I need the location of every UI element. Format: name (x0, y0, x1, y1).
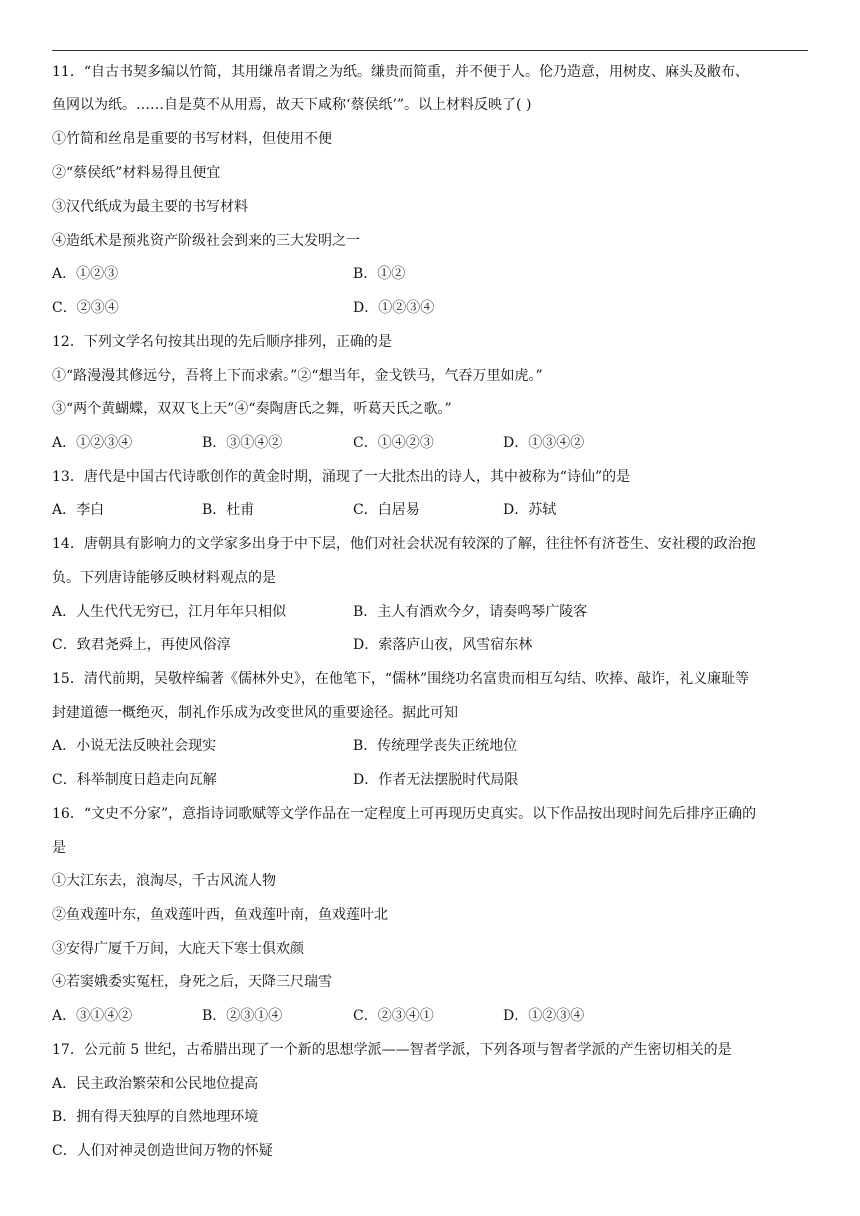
q11-option-d: D．①②③④ (353, 300, 435, 316)
q13-option-b: B．杜甫 (202, 502, 255, 518)
q14-option-d: D．索落庐山夜，风雪宿东林 (353, 637, 533, 653)
q16-option-c: C．②③④① (353, 1008, 434, 1024)
q13-option-d: D．苏轼 (503, 502, 557, 518)
q12-option-a: A．①②③④ (52, 435, 133, 451)
q16-statement-2: ②鱼戏莲叶东，鱼戏莲叶西，鱼戏莲叶南，鱼戏莲叶北 (52, 907, 388, 923)
header-rule (52, 50, 808, 51)
q16-option-a: A．③①④② (52, 1008, 133, 1024)
q15-option-c: C．科举制度日趋走向瓦解 (52, 772, 217, 788)
q17-option-a: A．民主政治繁荣和公民地位提高 (52, 1076, 259, 1092)
q16-statement-4: ④若窦娥委实冤枉，身死之后，天降三尺瑞雪 (52, 974, 332, 990)
q11-option-b: B．①② (353, 266, 406, 282)
q15-stem-line-2: 封建道德一概绝灭，制礼作乐成为改变世风的重要途径。据此可知 (52, 705, 458, 721)
q14-stem-line-2: 负。下列唐诗能够反映材料观点的是 (52, 570, 276, 586)
q11-statement-1: ①竹简和丝帛是重要的书写材料，但使用不便 (52, 131, 332, 147)
q16-stem-line-2: 是 (52, 840, 66, 856)
q12-statement-2: ③“两个黄蝴蝶，双双飞上天”④“奏陶唐氏之舞，听葛天氏之歌。” (52, 401, 452, 417)
q16-option-b: B．②③①④ (202, 1008, 283, 1024)
q15-stem-line-1: 15．清代前期，吴敬梓编著《儒林外史》，在他笔下，“儒林”围绕功名富贵而相互勾结、吹捧、敲诈，礼义廉耻等 (52, 671, 750, 687)
q14-option-b: B．主人有酒欢今夕，请奏鸣琴广陵客 (353, 604, 588, 620)
q16-statement-3: ③安得广厦千万间，大庇天下寒士俱欢颜 (52, 941, 304, 957)
q17-option-c: C．人们对神灵创造世间万物的怀疑 (52, 1143, 273, 1159)
q13-option-c: C．白居易 (353, 502, 420, 518)
q12-statement-1: ①“路漫漫其修远兮，吾将上下而求索。”②“想当年，金戈铁马，气吞万里如虎。” (52, 368, 543, 384)
q16-stem-line-1: 16．“文史不分家”，意指诗词歌赋等文学作品在一定程度上可再现历史真实。以下作品按出现时间先后排序正确的 (52, 806, 757, 822)
q15-option-d: D．作者无法摆脱时代局限 (353, 772, 519, 788)
q12-option-c: C．①④②③ (353, 435, 434, 451)
q11-statement-2: ②“蔡侯纸”材料易得且便宜 (52, 165, 221, 181)
q11-stem-line-1: 11．“自古书契多编以竹简，其用缣帛者谓之为纸。缣贵而简重，并不便于人。伦乃造意，用树皮、麻头及敝布、 (52, 64, 749, 80)
q17-option-b: B．拥有得天独厚的自然地理环境 (52, 1109, 259, 1125)
q14-option-c: C．致君尧舜上，再使风俗淳 (52, 637, 231, 653)
q11-option-a: A．①②③ (52, 266, 119, 282)
q11-statement-4: ④造纸术是预兆资产阶级社会到来的三大发明之一 (52, 233, 360, 249)
q13-option-a: A．李白 (52, 502, 105, 518)
q12-option-d: D．①③④② (503, 435, 585, 451)
q17-stem-line-1: 17．公元前 5 世纪，古希腊出现了一个新的思想学派——智者学派，下列各项与智者学派的产生密切相关的是 (52, 1042, 732, 1058)
q13-stem-line-1: 13．唐代是中国古代诗歌创作的黄金时期，涌现了一大批杰出的诗人，其中被称为“诗仙”的是 (52, 469, 631, 485)
q12-stem-line-1: 12．下列文学名句按其出现的先后顺序排列，正确的是 (52, 334, 392, 350)
q15-option-a: A．小说无法反映社会现实 (52, 738, 217, 754)
q15-option-b: B．传统理学丧失正统地位 (353, 738, 518, 754)
q16-statement-1: ①大江东去，浪淘尽，千古风流人物 (52, 873, 276, 889)
q16-option-d: D．①②③④ (503, 1008, 585, 1024)
q12-option-b: B．③①④② (202, 435, 283, 451)
q11-statement-3: ③汉代纸成为最主要的书写材料 (52, 199, 248, 215)
q14-stem-line-1: 14．唐朝具有影响力的文学家多出身于中下层，他们对社会状况有较深的了解，往往怀有济苍生、安社稷的政治抱 (52, 536, 756, 552)
q14-option-a: A．人生代代无穷已，江月年年只相似 (52, 604, 287, 620)
q11-stem-line-2: 鱼网以为纸。……自是莫不从用焉，故天下咸称‘蔡侯纸’”。以上材料反映了( ) (52, 97, 532, 113)
q11-option-c: C．②③④ (52, 300, 119, 316)
